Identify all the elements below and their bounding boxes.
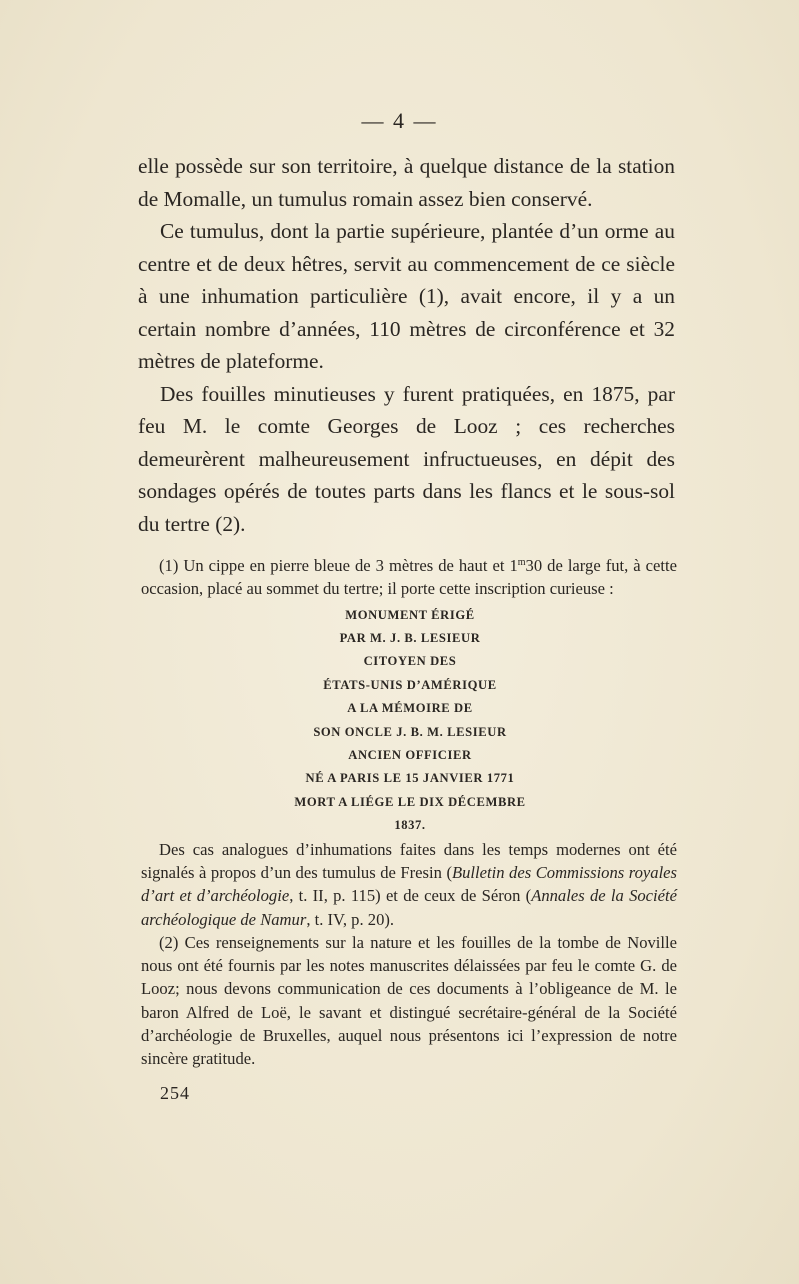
page-number: — 4 — xyxy=(361,108,438,133)
paragraph-1: elle possède sur son territoire, à quelque distance de la station de Momalle, un tumulus romain assez bien conservé. xyxy=(138,154,675,211)
paragraph-3: Des fouilles minutieuses y furent pratiquées, en 1875, par feu M. le comte Georges de Looz ; ces recherches demeurèrent malheureusement infructueuses, en dépit des sondages opérés de toutes parts dans les flancs et le sous-sol du tertre (2). xyxy=(138,381,675,536)
main-text xyxy=(138,150,675,540)
footnote-1-superscript: m xyxy=(517,557,526,568)
inscription-line: ÉTATS-UNIS D’AMÉRIQUE xyxy=(323,677,497,692)
inscription-line: MORT A LIÉGE LE DIX DÉCEMBRE xyxy=(294,794,526,809)
footnote-1-intro xyxy=(141,551,677,601)
inscription-line: SON ONCLE J. B. M. LESIEUR xyxy=(313,724,507,739)
inscription-line: ANCIEN OFFICIER xyxy=(348,748,472,763)
footnote-2: (2) Ces renseignements sur la nature et les fouilles de la tombe de Noville nous ont été fournis par les notes manuscrites délaissées par feu le comte G. de Looz; nous devons communication de ces documents à l’obligeance de M. le baron Alfred de Loë, le savant et distingué secrétaire-général de la Société d’archéologie de Bruxelles, auquel nous présentons ici l’expression de notre sincère gratitude. xyxy=(141,932,677,1069)
footnote-1-intro-a: (1) Un cippe en pierre bleue de 3 mètres de haut et 1 xyxy=(159,556,518,575)
footnote-1-continued xyxy=(141,838,677,931)
footnote-1-after-b: , t. II, p. 115) et de ceux de Séron ( xyxy=(289,886,532,906)
footnotes xyxy=(141,551,677,1071)
inscription-line: 1837. xyxy=(394,818,426,833)
inscription-line: NÉ A PARIS LE 15 JANVIER 1771 xyxy=(305,771,515,786)
footnote-1-citation-1: Bulletin des Commissions royales d’art et d’archéologie xyxy=(141,862,678,906)
inscription xyxy=(141,604,677,838)
footnote-1-after-c: , t. IV, p. 20). xyxy=(306,909,395,929)
inscription-line: PAR M. J. B. LESIEUR xyxy=(339,631,481,645)
footnote-1-after-a: Des cas analogues d’inhumations faites dans les temps modernes ont été signalés à propos d’un des tumulus de Fresin ( xyxy=(141,839,677,882)
footnote-1-citation-2: Annales de la Société archéologique de Namur xyxy=(141,886,677,929)
paragraph-2: Ce tumulus, dont la partie supérieure, plantée d’un orme au centre et de deux hêtres, servit au commencement de ce siècle à une inhumation particulière (1), avait encore, il y a un certain nombre d’années, 110 mètres de circonférence et 32 mètres de plateforme. xyxy=(138,219,675,373)
inscription-line: CITOYEN DES xyxy=(363,654,457,669)
signature-number: 254 xyxy=(160,1083,190,1103)
footnote-1-intro-b: 30 de large fut, à cette occasion, placé au sommet du tertre; il porte cette inscription curieuse : xyxy=(141,556,677,599)
inscription-line: MONUMENT ÉRIGÉ xyxy=(345,607,475,622)
inscription-line: A LA MÉMOIRE DE xyxy=(347,701,473,716)
